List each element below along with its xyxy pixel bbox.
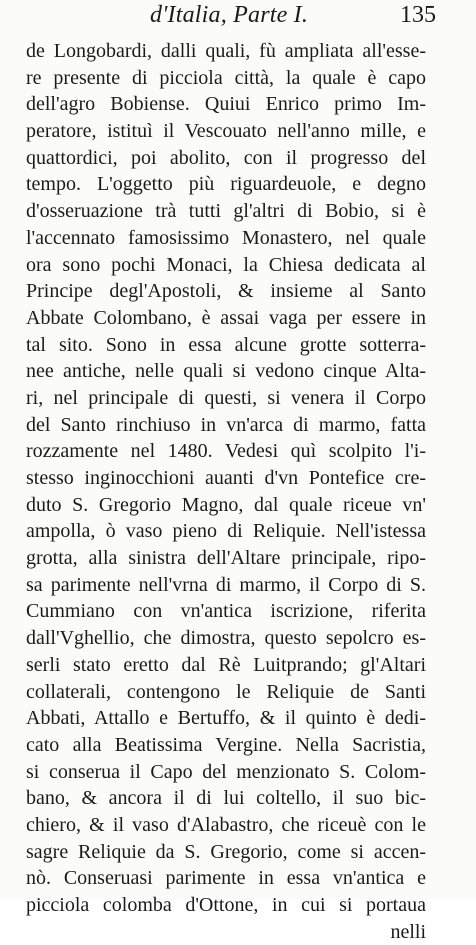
text-line: de Longobardi, dalli quali, fù ampliata all'esse- [26, 40, 426, 62]
text-line: dall'Vghellio, che dimostra, questo sepolcro es- [26, 627, 426, 650]
text-line: collaterali, contengono le Reliquie de Santi [26, 680, 426, 703]
text-line: nò. Conseruasi parimente in essa vn'antica e [26, 867, 426, 890]
text-line: Abbate Colombano, è assai vaga per essere in [26, 306, 426, 329]
text-line: dell'agro Bobiense. Quiui Enrico primo Im- [26, 93, 426, 116]
text-line: cato alla Beatissima Vergine. Nella Sacristia, [26, 733, 426, 756]
text-line: del Santo rinchiuso in vn'arca di marmo, fatta [26, 413, 426, 436]
text-line: sa parimente nell'vrna di marmo, il Corpo di S. [26, 573, 426, 596]
text-line: serli stato eretto dal Rè Luitprando; gl'Altari [26, 653, 426, 676]
text-line: sagre Reliquie da S. Gregorio, come si accen- [26, 840, 426, 863]
text-line: bano, & ancora il di lui coltello, il suo bic- [26, 787, 426, 810]
text-line: nee antiche, nelle quali si vedono cinque Alta- [26, 360, 426, 383]
text-line: peratore, istituì il Vescouato nell'anno mille, e [26, 120, 426, 143]
page-number: 135 [400, 2, 436, 28]
text-line: re presente di picciola città, la quale è capo [26, 66, 426, 89]
text-line: Principe degl'Apostoli, & insieme al Santo [26, 280, 426, 303]
text-line: picciola colomba d'Ottone, in cui si portaua [26, 894, 426, 916]
text-line: d'osseruazione trà tutti gl'altri di Bobio, si è [26, 200, 426, 223]
text-line: l'accennato famosissimo Monastero, nel quale [26, 226, 426, 249]
text-line: Abbati, Attallo e Bertuffo, & il quinto è dedi- [26, 707, 426, 730]
text-line: duto S. Gregorio Magno, dal quale riceue vn' [26, 493, 426, 516]
text-line: tempo. L'oggetto più riguardeuole, e degno [26, 173, 426, 196]
text-line: tal sito. Sono in essa alcune grotte sotterra- [26, 333, 426, 356]
text-line: ri, nel principale di questi, si venera il Corpo [26, 386, 426, 409]
body-text [26, 38, 426, 945]
page-header [150, 2, 436, 38]
text-line: quattordici, poi abolito, con il progresso del [26, 146, 426, 169]
text-line: si conserua il Capo del menzionato S. Colom- [26, 760, 426, 783]
catchword: nelli [390, 920, 426, 943]
text-line: grotta, alla sinistra dell'Altare principale, ripo- [26, 547, 426, 570]
text-line: ampolla, ò vaso pieno di Reliquie. Nell'istessa [26, 520, 426, 543]
text-line: chiero, & il vaso d'Alabastro, che riceuè con le [26, 813, 426, 836]
text-line: ora sono pochi Monaci, la Chiesa dedicata al [26, 253, 426, 276]
text-line: Cummiano con vn'antica iscrizione, riferita [26, 600, 426, 623]
text-line: stesso inginocchioni auanti d'vn Pontefice cre- [26, 467, 426, 489]
running-title: d'Italia, Parte I. [150, 2, 309, 28]
text-line: rozzamente nel 1480. Vedesi quì scolpito l'i- [26, 440, 426, 463]
